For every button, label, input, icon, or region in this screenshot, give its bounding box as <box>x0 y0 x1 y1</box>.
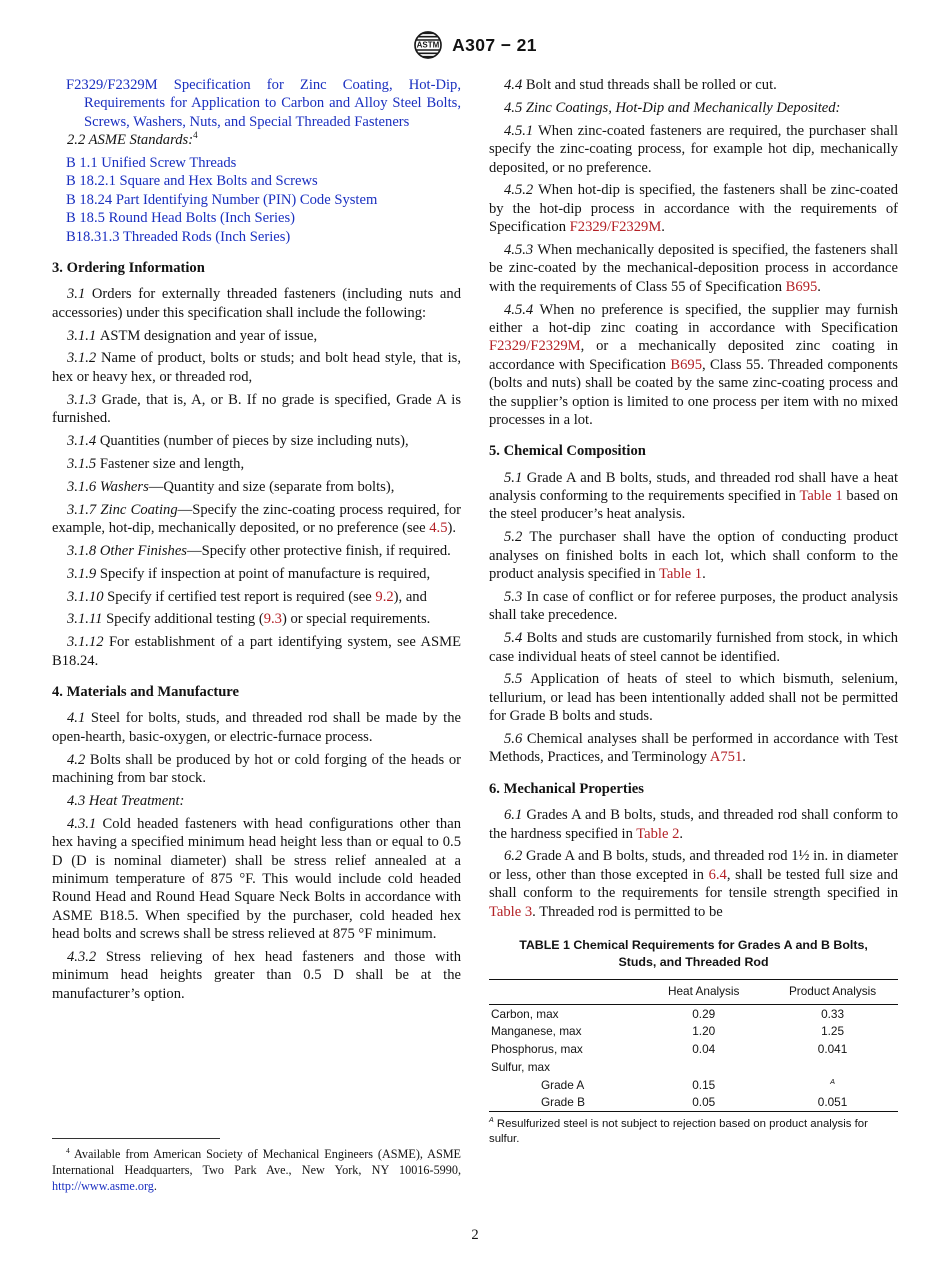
text-run: ASTM designation and year of issue, <box>99 327 318 344</box>
astm-logo-icon <box>413 30 443 60</box>
table1-heat-analysis-value: 0.15 <box>692 1077 716 1092</box>
text-run: 3.1.9 <box>67 565 100 582</box>
table1-product-analysis-value: 0.051 <box>817 1095 848 1110</box>
table-1-footnote-text: Resulfurized steel is not subject to rejection based on product analysis for sulfur. <box>489 1118 868 1146</box>
table-1-col-blank <box>489 980 640 1005</box>
para-3-1-10 <box>52 588 461 606</box>
text-run: —Specify the zinc-coating process required, for example, hot-dip, mechanically deposited, or no preference (see <box>52 501 461 536</box>
text-run: 3.1 <box>67 286 92 303</box>
table1-product-analysis-value: 1.25 <box>821 1024 845 1039</box>
text-run: Name of product, bolts or studs; and bolt head style, that is, hex or heavy hex, or threaded rod, <box>52 350 461 385</box>
text-run: 4.1 <box>67 710 91 727</box>
para-3-1-6 <box>52 478 461 496</box>
cross-reference-link[interactable]: A751 <box>709 749 743 766</box>
para-3-1-1 <box>52 327 461 345</box>
cross-reference-link[interactable]: http://www.asme.org <box>52 1178 154 1193</box>
cross-reference-link[interactable]: F2329/F2329M Specification for Zinc Coating, Hot-Dip, Requirements for Application to Carbon and Alloy Steel Bolts, Screws, Washers, Nuts, and Special Threaded Fasteners <box>66 77 461 130</box>
text-run: 4.5.1 <box>504 122 539 139</box>
text-run: 5.4 <box>504 630 527 647</box>
para-3-1-2 <box>52 349 461 386</box>
table1-row <box>489 1094 898 1112</box>
para-5-2 <box>489 528 898 583</box>
left-column <box>52 76 461 1204</box>
table1-heat-analysis-value <box>640 1058 767 1076</box>
text-run: —Specify other protective finish, if required. <box>187 542 451 559</box>
text-run: , or a mechanically deposited zinc coating in accordance with Specification <box>489 338 898 373</box>
text-run: Specify additional testing ( <box>106 611 264 628</box>
text-run: Cold headed fasteners with head configurations other than hex having a specified minimum head height less than or equal to 0.5 D (D is nominal diameter) shall be stress relief annealed at a minimum temperature of 875 °F. This would include cold headed Round Head and Round Head Square Neck Bolts in accordance with ASME B18.5. When specified by the purchaser, cold headed hex head bolts and screws shall be stress relieved at 875 °F minimum. <box>52 815 461 942</box>
text-run: 4. Materials and Manufacture <box>52 684 239 700</box>
footnote-separator-rule <box>52 1138 220 1139</box>
text-run: Chemical analyses shall be performed in accordance with Test Methods, Practices, and Terminology <box>489 731 898 766</box>
cross-reference-link[interactable]: B 1.1 Unified Screw Threads <box>66 155 237 171</box>
table-1-col-heat-analysis: Heat Analysis <box>640 980 767 1005</box>
text-run: . <box>661 219 665 236</box>
text-run: Fastener size and length, <box>99 455 245 472</box>
table-1-title: TABLE 1 Chemical Requirements for Grades A and B Bolts, Studs, and Threaded Rod <box>519 937 868 969</box>
heading-6-mechanical-properties <box>489 780 898 798</box>
text-run: For establishment of a part identifying system, see ASME B18.24. <box>52 634 461 669</box>
para-4-5-3 <box>489 241 898 296</box>
table1-product-analysis-value: 0.33 <box>821 1006 845 1021</box>
astm-logo-text: ASTM <box>416 40 440 50</box>
ref-b18-5 <box>52 209 461 227</box>
para-4-3-2 <box>52 948 461 1003</box>
text-run: 3.1.10 <box>67 588 108 605</box>
text-run: Grade A and B bolts, studs, and threaded rod shall have a heat analysis conforming to the requirements specified in <box>489 469 899 504</box>
cross-reference-link[interactable]: Table 3 <box>489 903 533 920</box>
table1-row <box>489 1023 898 1041</box>
text-run: Specify if inspection at point of manufacture is required, <box>99 565 431 582</box>
table-1-header-row <box>489 980 898 1005</box>
text-run: 4.4 <box>504 77 526 93</box>
text-run: Grade A and B bolts, studs, and threaded rod 1½ in. in diameter or less, other than those excepted in <box>489 848 899 883</box>
document-header <box>52 30 898 60</box>
table1-heat-analysis-value: 1.20 <box>692 1024 716 1039</box>
two-column-body <box>52 76 898 1204</box>
text-run: 4.3 Heat Treatment: <box>67 792 185 809</box>
text-run: ). <box>447 519 457 536</box>
text-run: based on the steel producer’s heat analysis. <box>489 488 898 523</box>
para-6-1 <box>489 806 898 843</box>
table1-product-analysis-value: 0.041 <box>817 1042 848 1057</box>
text-run: The purchaser shall have the option of conducting product analyses on finished bolts in each lot, which shall conform to the product analysis specified in <box>489 529 899 582</box>
text-run: 6. Mechanical Properties <box>489 780 644 797</box>
ref-b18-2-1 <box>52 172 461 190</box>
cross-reference-link[interactable]: Table 1 <box>799 488 843 504</box>
text-run: 5.2 <box>504 529 530 546</box>
cross-reference-link[interactable]: B 18.5 Round Head Bolts (Inch Series) <box>66 210 296 227</box>
right-column <box>489 76 898 1204</box>
text-run: . Threaded rod is permitted to be <box>532 903 723 920</box>
para-4-5-2 <box>489 181 898 236</box>
text-run: 3.1.12 <box>67 634 109 651</box>
text-run: 5.5 <box>504 671 531 688</box>
table1-row <box>489 1076 898 1094</box>
text-run: 3.1.7 Zinc Coating <box>67 501 178 518</box>
text-run: 5.6 <box>504 731 527 747</box>
text-run: When zinc-coated fasteners are required, the purchaser shall specify the zinc-coating process, for example hot dip, mechanically deposited, or no preference. <box>489 122 898 176</box>
para-3-1-8 <box>52 542 461 560</box>
text-run: When hot-dip is specified, the fasteners shall be zinc-coated by the hot-dip process in accordance with the requirements of Specification <box>489 182 898 236</box>
text-run: , shall be tested full size and shall conform to the requirements for tensile strength specified in <box>489 866 898 902</box>
table1-row <box>489 1041 898 1059</box>
text-run: When no preference is specified, the supplier may furnish either a hot-dip zinc coating in accordance with Specification <box>489 301 898 336</box>
ref-f2329 <box>52 76 461 131</box>
text-run: 3.1.1 <box>67 327 100 344</box>
para-4-4 <box>489 76 898 94</box>
text-run: When mechanically deposited is specified, the fasteners shall be zinc-coated by the mechanical-deposition process in accordance with the requirements of Class 55 of Specification <box>489 242 898 295</box>
ref-b1-1 <box>52 154 461 172</box>
table1-row-label: Sulfur, max <box>491 1059 551 1074</box>
cross-reference-link[interactable]: B 18.2.1 Square and Hex Bolts and Screws <box>66 173 318 190</box>
text-run: 5. Chemical Composition <box>489 443 646 460</box>
text-run: 4.3.1 <box>67 815 103 832</box>
text-run: 5.3 <box>504 588 527 605</box>
para-3-1-9 <box>52 565 461 583</box>
text-run: 4.5.4 <box>504 301 540 318</box>
para-4-5-1 <box>489 122 898 177</box>
table1-footnote-ref: A <box>830 1076 835 1086</box>
text-run: ), and <box>393 588 427 605</box>
para-3-1-11 <box>52 610 461 628</box>
para-4-1 <box>52 709 461 746</box>
text-run: 3.1.3 <box>67 391 102 408</box>
table1-row <box>489 1058 898 1076</box>
table1-product-analysis-value <box>767 1076 898 1094</box>
text-run: Application of heats of steel to which bismuth, selenium, tellurium, or lead has been intentionally added shall not be permitted for Grade B bolts and studs. <box>489 671 898 725</box>
text-run: 5.1 <box>504 469 527 486</box>
text-run: 4.5.3 <box>504 242 538 258</box>
cross-reference-link[interactable]: 4.5 <box>429 519 448 536</box>
text-run: 4 <box>66 1145 70 1155</box>
cross-reference-link[interactable]: 9.3 <box>263 611 282 628</box>
cross-reference-link[interactable]: B18.31.3 Threaded Rods (Inch Series) <box>66 228 291 245</box>
table1-row-label: Grade A <box>541 1077 585 1092</box>
cross-reference-link[interactable]: Table 2 <box>636 825 680 842</box>
table-1-footnote-marker: A <box>489 1117 494 1125</box>
para-5-4 <box>489 629 898 666</box>
text-run: , Class 55. Threaded components (bolts and nuts) shall be coated by the same zinc-coating process and the supplier’s option is limited to one process per item with no mixed processes in a lot. <box>489 356 898 428</box>
text-run: . <box>679 825 684 842</box>
para-6-2 <box>489 847 898 921</box>
text-run: . <box>742 749 746 766</box>
text-run: 4 <box>193 130 198 141</box>
text-run: . <box>702 566 706 582</box>
table1-row-label: Grade B <box>541 1095 585 1110</box>
cross-reference-link[interactable]: 6.4 <box>708 866 727 883</box>
text-run: Bolts and studs are customarily furnished from stock, in which case individual heats of steel cannot be identified. <box>489 630 899 665</box>
text-run: In case of conflict or for referee purposes, the product analysis shall take precedence. <box>489 588 898 624</box>
table1-body <box>489 1005 898 1112</box>
cross-reference-link[interactable]: B695 <box>670 356 703 373</box>
ref-b18-31-3 <box>52 228 461 246</box>
text-run: Specify if certified test report is required (see <box>107 588 376 605</box>
para-3-1-7 <box>52 501 461 538</box>
para-3-1-5 <box>52 455 461 473</box>
footnote-area <box>52 1138 461 1204</box>
text-run: Stress relieving of hex head fasteners and those with minimum head heights greater than 0.5 D shall be at the manufacturer’s option. <box>52 948 461 1002</box>
table1-product-analysis-value <box>767 1058 898 1076</box>
text-run: 6.2 <box>504 848 526 865</box>
heading-4-materials-and-manufacture <box>52 683 461 701</box>
text-run: 6.1 <box>504 807 527 824</box>
text-run: 2.2 ASME Standards: <box>67 132 194 149</box>
para-4-3-1 <box>52 815 461 944</box>
para-2-2 <box>52 131 461 149</box>
text-run: 4.5 Zinc Coatings, Hot-Dip and Mechanically Deposited: <box>504 99 841 116</box>
text-run: Grades A and B bolts, studs, and threaded rod shall conform to the hardness specified in <box>489 807 899 842</box>
ref-b18-24 <box>52 191 461 209</box>
right-column-blocks <box>489 76 898 921</box>
footnote-4 <box>52 1146 461 1194</box>
text-run: . <box>153 1178 157 1193</box>
cross-reference-link[interactable]: F2329/F2329M <box>569 219 662 236</box>
text-run: Available from American Society of Mechanical Engineers (ASME), ASME International Headquarters, Two Park Ave., New York, NY 10016-5990, <box>52 1146 461 1177</box>
para-4-5 <box>489 99 898 117</box>
text-run: 4.2 <box>67 751 90 768</box>
text-run: Quantities (number of pieces by size including nuts), <box>99 432 409 449</box>
para-4-5-4 <box>489 301 898 430</box>
text-run: 3.1.11 <box>67 611 107 628</box>
text-run: 4.3.2 <box>67 948 106 965</box>
standard-designation: A307 − 21 <box>452 34 537 55</box>
text-run: Orders for externally threaded fasteners (including nuts and accessories) under this specification shall include the following: <box>52 286 461 321</box>
table-1 <box>489 937 898 1147</box>
cross-reference-link[interactable]: B695 <box>785 278 818 295</box>
cross-reference-link[interactable]: 9.2 <box>375 588 394 605</box>
table1-heat-analysis-value: 0.04 <box>692 1042 716 1057</box>
text-run: 3.1.6 Washers <box>67 478 149 495</box>
para-5-5 <box>489 670 898 725</box>
para-3-1-3 <box>52 391 461 428</box>
text-run: Bolt and stud threads shall be rolled or cut. <box>525 77 777 93</box>
page-number: 2 <box>471 1227 479 1243</box>
para-4-3 <box>52 792 461 810</box>
text-run: —Quantity and size (separate from bolts), <box>148 478 395 495</box>
text-run: ) or special requirements. <box>281 611 431 628</box>
cross-reference-link[interactable]: B 18.24 Part Identifying Number (PIN) Code System <box>66 191 378 208</box>
text-run: 3.1.8 Other Finishes <box>67 542 187 559</box>
text-run: Grade, that is, A, or B. If no grade is specified, Grade A is furnished. <box>52 391 461 426</box>
text-run: Bolts shall be produced by hot or cold forging of the heads or machining from bar stock. <box>52 751 461 786</box>
heading-3-ordering-information <box>52 259 461 277</box>
cross-reference-link[interactable]: F2329/F2329M <box>489 338 581 355</box>
text-run: 3.1.5 <box>67 455 100 472</box>
para-5-6 <box>489 730 898 767</box>
para-3-1-4 <box>52 432 461 450</box>
para-5-1 <box>489 469 898 524</box>
table1-row <box>489 1005 898 1023</box>
table-1-footnote <box>489 1117 898 1147</box>
heading-5-chemical-composition <box>489 442 898 460</box>
para-3-1-12 <box>52 633 461 670</box>
table1-heat-analysis-value: 0.29 <box>692 1006 716 1021</box>
text-run: . <box>817 278 821 295</box>
table1-row-label: Carbon, max <box>491 1006 559 1021</box>
table1-row-label: Phosphorus, max <box>491 1042 583 1057</box>
table1-row-label: Manganese, max <box>491 1024 582 1039</box>
table-1-col-product-analysis: Product Analysis <box>767 980 898 1005</box>
table-1-grid <box>489 979 898 1112</box>
cross-reference-link[interactable]: Table 1 <box>658 566 703 582</box>
text-run: 4.5.2 <box>504 182 539 199</box>
para-4-2 <box>52 751 461 788</box>
left-column-blocks <box>52 76 461 1008</box>
para-5-3 <box>489 588 898 625</box>
text-run: 3. Ordering Information <box>52 259 205 276</box>
text-run: Steel for bolts, studs, and threaded rod shall be made by the open-hearth, basic-oxygen, or electric-furnace process. <box>52 710 461 745</box>
table1-heat-analysis-value: 0.05 <box>692 1095 716 1110</box>
text-run: 3.1.4 <box>67 432 100 449</box>
text-run: 3.1.2 <box>67 350 101 367</box>
para-3-1 <box>52 285 461 322</box>
